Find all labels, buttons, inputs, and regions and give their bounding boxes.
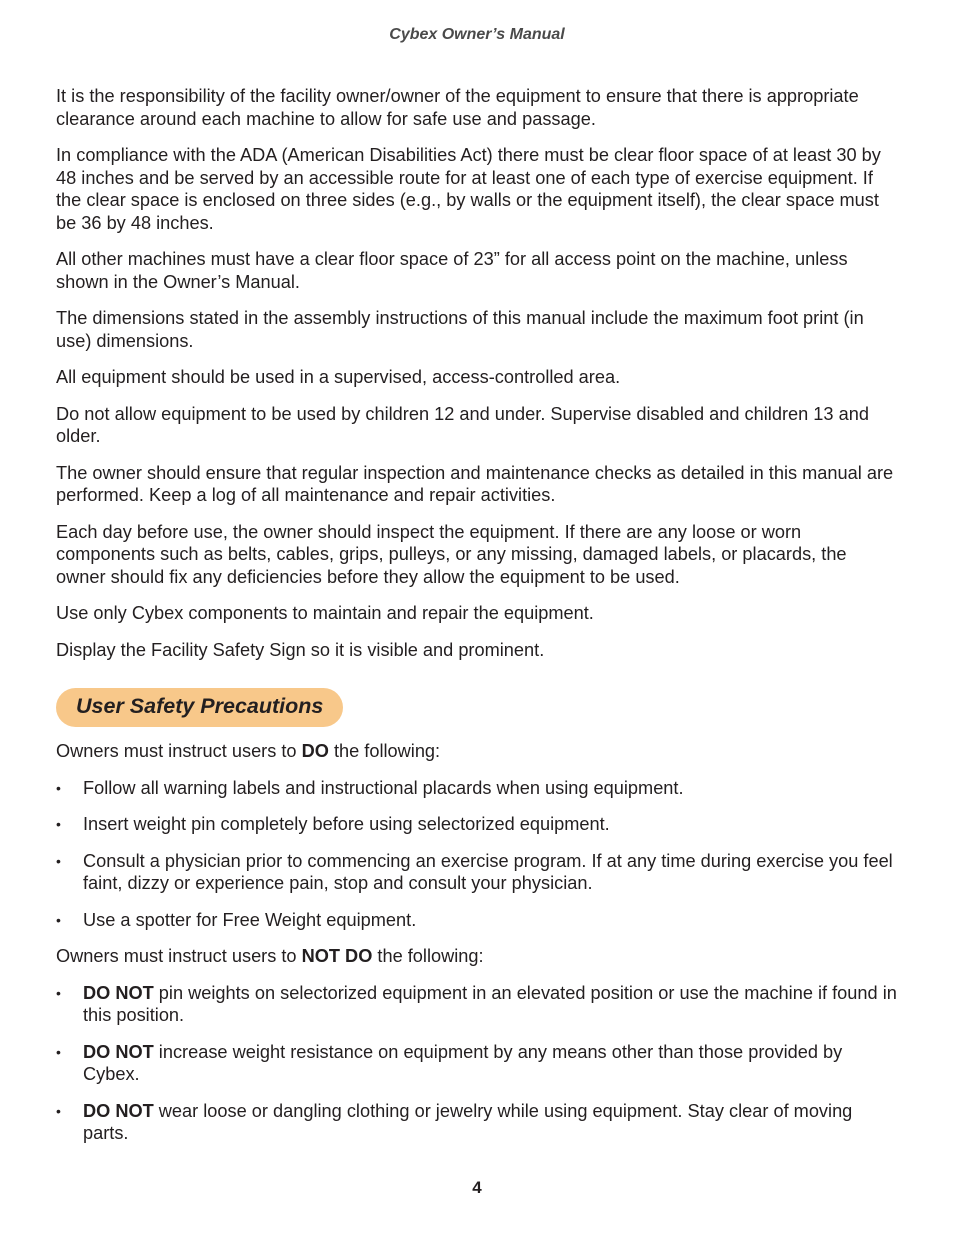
not-do-list-item: • DO NOT pin weights on selectorized equipment in an elevated position or use the machine if found in this position. xyxy=(56,982,901,1027)
page-number: 4 xyxy=(472,1178,482,1197)
not-do-list-item: • DO NOT wear loose or dangling clothing or jewelry while using equipment. Stay clear of moving parts. xyxy=(56,1100,901,1145)
not-do-intro: Owners must instruct users to NOT DO the following: xyxy=(56,946,484,966)
paragraph-inspection: The owner should ensure that regular inspection and maintenance checks as detailed in this manual are performed. Keep a log of all maintenance and repair activities. xyxy=(56,462,894,505)
paragraph-other-machines: All other machines must have a clear floor space of 23” for all access point on the machine, unless shown in the Owner’s Manual. xyxy=(56,249,848,292)
do-list-item: • Consult a physician prior to commencing an exercise program. If at any time during exercise you feel faint, dizzy or experience pain, stop and consult your physician. xyxy=(56,850,901,895)
paragraph-daily-check: Each day before use, the owner should inspect the equipment. If there are any loose or worn components such as belts, cables, grips, pulleys, or any missing, damaged labels, or placards, the owner should fix any deficiencies before they allow the equipment to be used. xyxy=(56,521,847,587)
not-do-list-item: • DO NOT increase weight resistance on equipment by any means other than those provided by Cybex. xyxy=(56,1041,901,1086)
do-intro: Owners must instruct users to DO the following: xyxy=(56,741,441,761)
do-list-item: • Follow all warning labels and instructional placards when using equipment. xyxy=(56,777,901,800)
running-header: Cybex Owner’s Manual xyxy=(389,26,565,43)
do-list-item: • Use a spotter for Free Weight equipment. xyxy=(56,909,901,932)
paragraph-safety-sign: Display the Facility Safety Sign so it is visible and prominent. xyxy=(56,639,545,660)
not-do-list xyxy=(56,982,901,1145)
do-list-item: • Insert weight pin completely before using selectorized equipment. xyxy=(56,813,901,836)
paragraph-supervised: All equipment should be used in a supervised, access-controlled area. xyxy=(56,367,621,387)
section-heading-user-safety: User Safety Precautions xyxy=(56,688,343,727)
paragraph-ada: In compliance with the ADA (American Disabilities Act) there must be clear floor space of at least 30 by 48 inches and be served by an accessible route for at least one of each type of exercise equipment. If the clear space is enclosed on three sides (e.g., by walls or the equipment itself), the clear space must be 36 by 48 inches. xyxy=(56,145,881,233)
page-content xyxy=(56,85,901,1159)
paragraph-clearance: It is the responsibility of the facility owner/owner of the equipment to ensure that there is appropriate clearance around each machine to allow for safe use and passage. xyxy=(56,86,859,129)
paragraph-dimensions: The dimensions stated in the assembly instructions of this manual include the maximum foot print (in use) dimensions. xyxy=(56,308,864,351)
paragraph-components: Use only Cybex components to maintain and repair the equipment. xyxy=(56,603,594,623)
do-list xyxy=(56,777,901,932)
paragraph-children: Do not allow equipment to be used by children 12 and under. Supervise disabled and children 13 and older. xyxy=(56,403,869,446)
